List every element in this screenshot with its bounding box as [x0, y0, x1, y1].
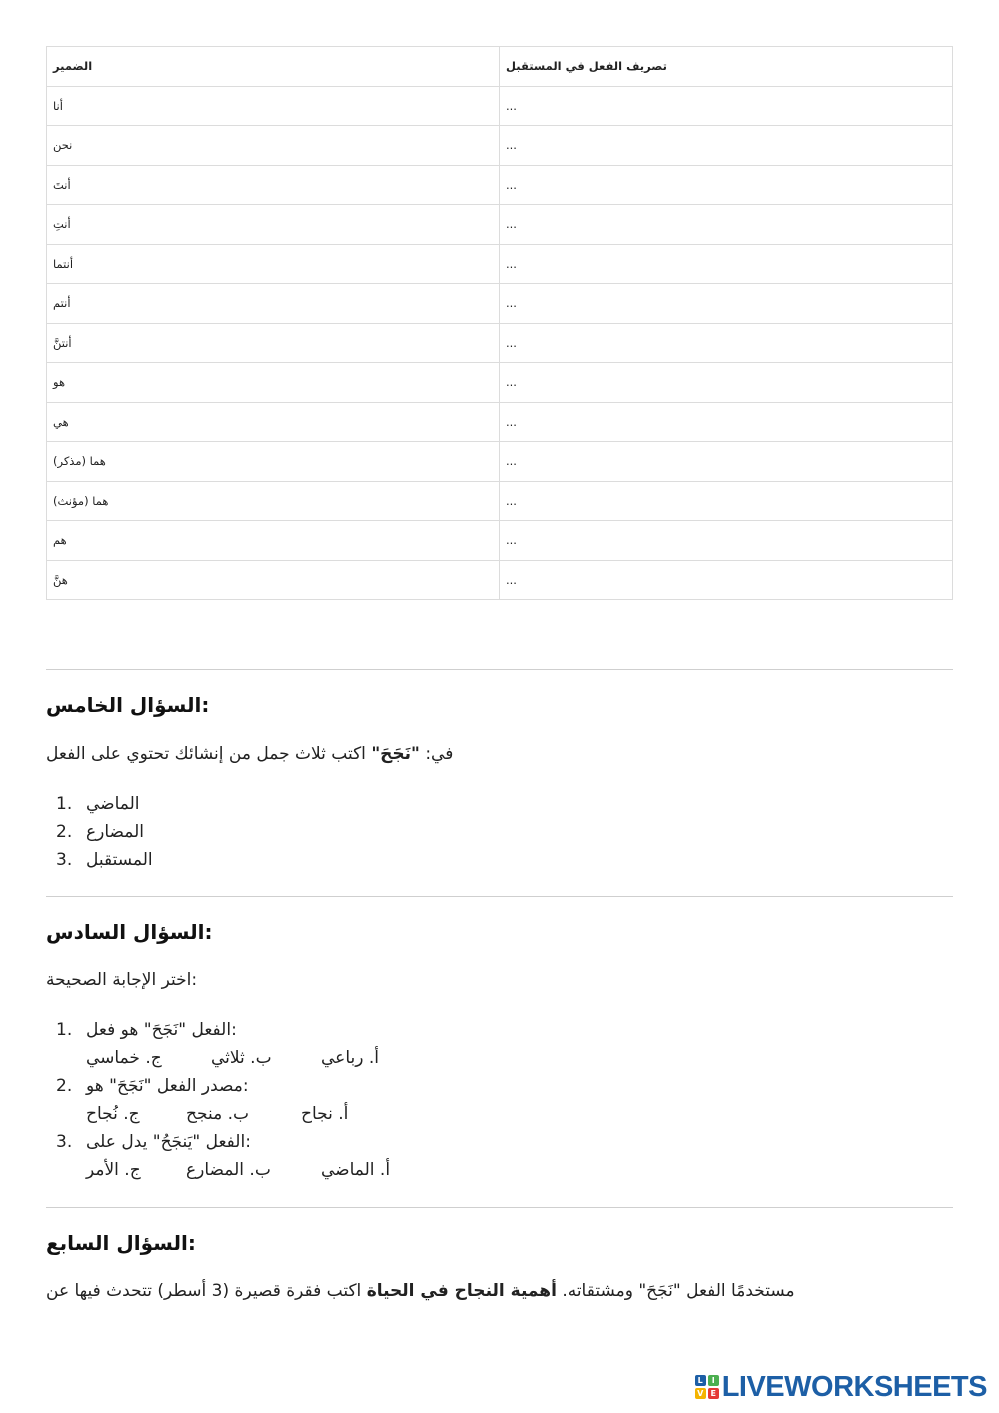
table-row: [47, 284, 953, 324]
conjugation-cell[interactable]: ...: [500, 521, 953, 561]
q5-list: [56, 790, 153, 874]
answer-options: [56, 1156, 390, 1184]
header-conjugation: تصريف الفعل في المستقبل: [500, 47, 953, 87]
table-header-row: [47, 47, 953, 87]
conjugation-cell[interactable]: ...: [500, 165, 953, 205]
q5-prompt: [46, 744, 453, 764]
q7-prompt-after: مستخدمًا الفعل "نَجَحَ" ومشتقاته.: [562, 1281, 795, 1301]
list-item: [56, 818, 153, 846]
q5-title: السؤال الخامس:: [46, 693, 210, 717]
item-number: 3.: [56, 850, 73, 870]
item-text: الماضي: [86, 794, 140, 814]
pronoun-cell: هما (مؤنث): [47, 481, 500, 521]
pronoun-cell: أنتنَّ: [47, 323, 500, 363]
option-a[interactable]: أ. رباعي: [321, 1048, 379, 1068]
liveworksheets-logo: [695, 1371, 987, 1403]
table-row: [47, 86, 953, 126]
conjugation-cell[interactable]: ...: [500, 86, 953, 126]
conjugation-cell[interactable]: ...: [500, 205, 953, 245]
item-number: 3.: [56, 1132, 73, 1152]
divider: [46, 669, 953, 670]
table-row: [47, 165, 953, 205]
item-text: مصدر الفعل "نَجَحَ" هو:: [86, 1076, 249, 1096]
item-text: الفعل "نَجَحَ" هو فعل:: [86, 1020, 237, 1040]
logo-text: LIVEWORKSHEETS: [721, 1370, 987, 1403]
option-a[interactable]: أ. الماضي: [321, 1160, 391, 1180]
header-pronoun: الضمير: [47, 47, 500, 87]
option-b[interactable]: ب. منجح: [186, 1104, 249, 1124]
q5-prompt-after: في:: [425, 744, 454, 764]
q7-prompt: [46, 1281, 795, 1301]
pronoun-cell: أنا: [47, 86, 500, 126]
table-row: [47, 442, 953, 482]
answer-options: [56, 1044, 390, 1072]
list-item: [56, 790, 153, 818]
option-c[interactable]: ج. نُجاح: [86, 1104, 140, 1124]
logo-mark-icon: L I V E: [695, 1375, 719, 1399]
pronoun-cell: أنتَ: [47, 165, 500, 205]
item-number: 1.: [56, 1020, 73, 1040]
conjugation-cell[interactable]: ...: [500, 323, 953, 363]
option-c[interactable]: ج. الأمر: [86, 1160, 141, 1180]
table-row: [47, 521, 953, 561]
conjugation-cell[interactable]: ...: [500, 244, 953, 284]
conjugation-table: [46, 46, 953, 600]
item-number: 2.: [56, 822, 73, 842]
q6-title: السؤال السادس:: [46, 920, 213, 944]
item-text: المستقبل: [86, 850, 153, 870]
item-text: الفعل "يَنجَحُ" يدل على:: [86, 1132, 251, 1152]
conjugation-cell[interactable]: ...: [500, 560, 953, 600]
q7-prompt-before: اكتب فقرة قصيرة (3 أسطر) تتحدث فيها عن: [46, 1281, 362, 1301]
table-row: [47, 126, 953, 166]
q6-list: [56, 1016, 390, 1184]
option-b[interactable]: ب. المضارع: [186, 1160, 271, 1180]
pronoun-cell: أنتم: [47, 284, 500, 324]
q7-prompt-bold: أهمية النجاح في الحياة: [366, 1281, 557, 1301]
q6-prompt: اختر الإجابة الصحيحة:: [46, 970, 198, 990]
pronoun-cell: هم: [47, 521, 500, 561]
list-item: [56, 1128, 390, 1156]
pronoun-cell: أنتما: [47, 244, 500, 284]
worksheet-page: [46, 46, 953, 600]
conjugation-cell[interactable]: ...: [500, 363, 953, 403]
divider: [46, 896, 953, 897]
conjugation-cell[interactable]: ...: [500, 126, 953, 166]
list-item: [56, 846, 153, 874]
pronoun-cell: هو: [47, 363, 500, 403]
list-item: [56, 1016, 390, 1044]
item-number: 2.: [56, 1076, 73, 1096]
conjugation-cell[interactable]: ...: [500, 481, 953, 521]
table-row: [47, 323, 953, 363]
q5-prompt-before: اكتب ثلاث جمل من إنشائك تحتوي على الفعل: [46, 744, 366, 764]
pronoun-cell: نحن: [47, 126, 500, 166]
option-a[interactable]: أ. نجاح: [301, 1104, 349, 1124]
answer-options: [56, 1100, 390, 1128]
pronoun-cell: أنتِ: [47, 205, 500, 245]
table-row: [47, 402, 953, 442]
divider: [46, 1207, 953, 1208]
list-item: [56, 1072, 390, 1100]
option-b[interactable]: ب. ثلاثي: [211, 1048, 272, 1068]
conjugation-cell[interactable]: ...: [500, 442, 953, 482]
pronoun-cell: هما (مذكر): [47, 442, 500, 482]
table-row: [47, 205, 953, 245]
item-text: المضارع: [86, 822, 145, 842]
table-row: [47, 363, 953, 403]
conjugation-cell[interactable]: ...: [500, 402, 953, 442]
q7-title: السؤال السابع:: [46, 1231, 196, 1255]
item-number: 1.: [56, 794, 73, 814]
table-row: [47, 244, 953, 284]
table-row: [47, 560, 953, 600]
table-row: [47, 481, 953, 521]
q5-prompt-verb: "نَجَحَ": [371, 744, 420, 764]
pronoun-cell: هي: [47, 402, 500, 442]
option-c[interactable]: ج. خماسي: [86, 1048, 162, 1068]
pronoun-cell: هنَّ: [47, 560, 500, 600]
conjugation-cell[interactable]: ...: [500, 284, 953, 324]
